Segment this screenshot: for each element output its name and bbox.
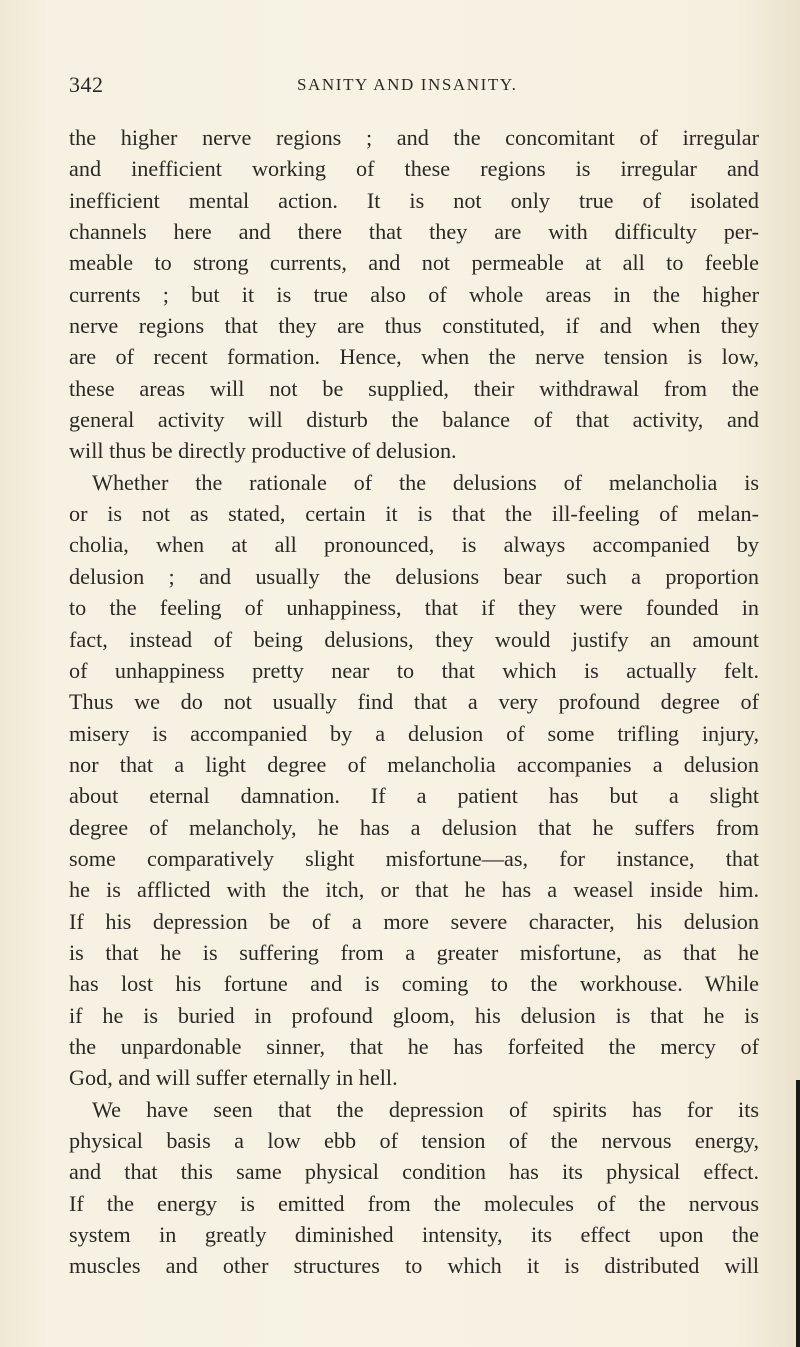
body-text — [69, 122, 759, 1282]
text-line: some comparatively slight misfortune—as, for instance, that — [69, 845, 759, 871]
text-line: and inefficient working of these regions is irregular and — [69, 156, 759, 182]
text-line: misery is accompanied by a delusion of some trifling injury, — [69, 720, 759, 746]
text-line: nor that a light degree of melancholia accompanies a delusion — [69, 751, 759, 777]
text-line: physical basis a low ebb of tension of the nervous energy, — [69, 1128, 759, 1153]
text-line: cholia, when at all pronounced, is always accompanied by — [69, 532, 759, 558]
text-line: will thus be directly productive of delusion. — [69, 438, 457, 464]
text-line: to the feeling of unhappiness, that if they were founded in — [69, 595, 759, 621]
text-line: system in greatly diminished intensity, its effect upon the — [69, 1222, 759, 1248]
text-line: he is afflicted with the itch, or that he has a weasel inside him. — [69, 877, 759, 903]
text-line: is that he is suffering from a greater misfortune, as that he — [69, 939, 759, 965]
text-line: nerve regions that they are thus constituted, if and when they — [69, 313, 759, 339]
text-line: currents ; but it is true also of whole areas in the higher — [69, 281, 759, 307]
text-line: degree of melancholy, he has a delusion that he suffers from — [69, 814, 759, 840]
running-head: SANITY AND INSANITY. — [297, 75, 518, 94]
text-line: general activity will disturb the balance of that activity, and — [69, 407, 759, 433]
text-line: or is not as stated, certain it is that the ill-feeling of melan- — [69, 501, 759, 527]
text-line: delusion ; and usually the delusions bear such a proportion — [69, 563, 759, 589]
text-line: these areas will not be supplied, their withdrawal from the — [69, 375, 759, 401]
text-line: are of recent formation. Hence, when the nerve tension is low, — [69, 344, 759, 370]
text-line: If the energy is emitted from the molecules of the nervous — [69, 1190, 759, 1216]
page-header — [0, 72, 800, 102]
text-line: We have seen that the depression of spirits has for its — [92, 1096, 759, 1122]
text-line: Whether the rationale of the delusions of melancholia is — [92, 469, 759, 495]
page-edge-shadow — [796, 1080, 800, 1347]
text-line: about eternal damnation. If a patient has but a slight — [69, 783, 759, 809]
text-line: of unhappiness pretty near to that which is actually felt. — [69, 657, 759, 683]
text-line: has lost his fortune and is coming to the workhouse. While — [69, 971, 759, 997]
text-line: the higher nerve regions ; and the concomitant of irregular — [69, 125, 759, 150]
text-line: muscles and other structures to which it is distributed will — [69, 1253, 759, 1279]
text-line: If his depression be of a more severe character, his delusion — [69, 908, 759, 934]
text-line: if he is buried in profound gloom, his delusion is that he is — [69, 1002, 759, 1028]
text-line: fact, instead of being delusions, they would justify an amount — [69, 626, 759, 652]
text-line: Thus we do not usually find that a very profound degree of — [69, 689, 759, 715]
text-line: channels here and there that they are with difficulty per- — [69, 219, 759, 245]
text-line: God, and will suffer eternally in hell. — [69, 1065, 398, 1091]
text-line: the unpardonable sinner, that he has forfeited the mercy of — [69, 1033, 759, 1059]
text-line: meable to strong currents, and not permeable at all to feeble — [69, 250, 759, 276]
page-number: 342 — [69, 72, 104, 97]
text-line: inefficient mental action. It is not only true of isolated — [69, 187, 759, 213]
text-line: and that this same physical condition has its physical effect. — [69, 1159, 759, 1185]
